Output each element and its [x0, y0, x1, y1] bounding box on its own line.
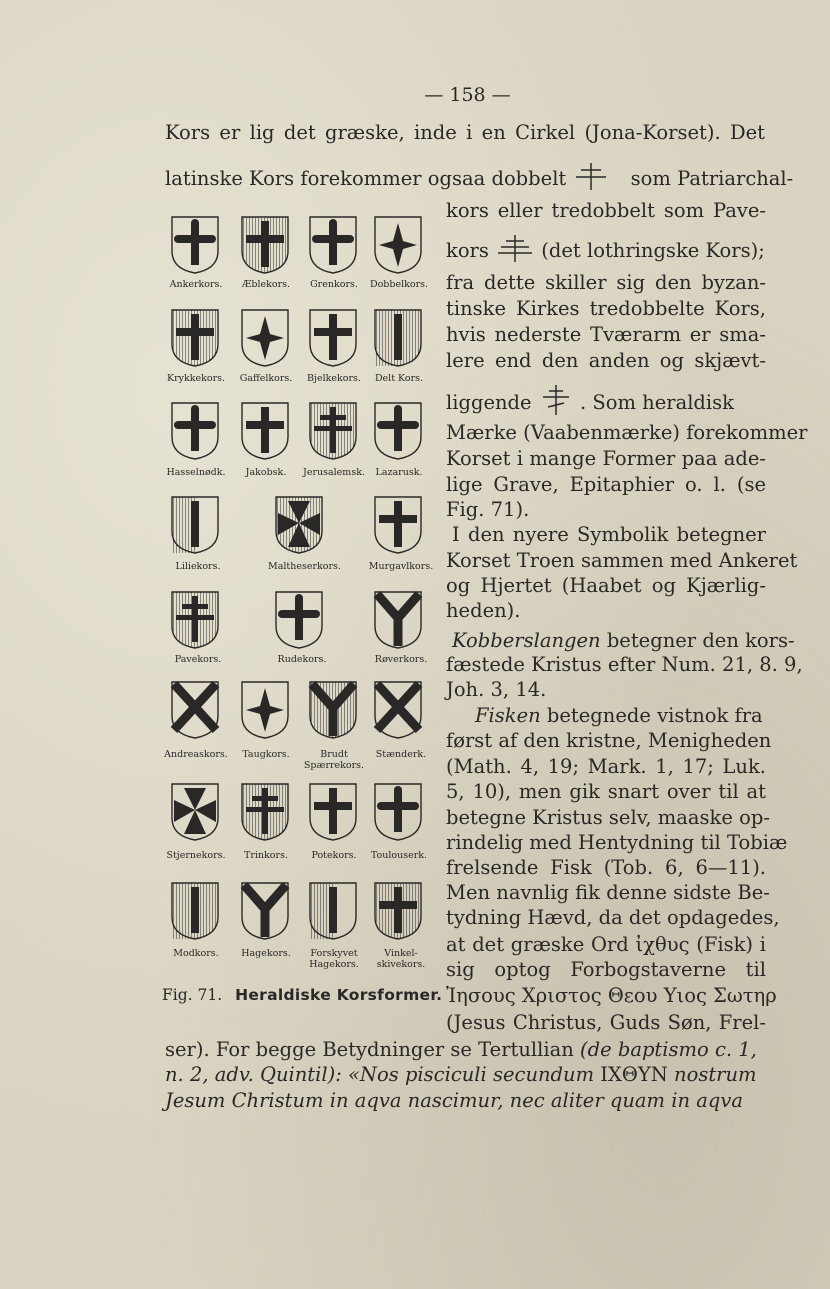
text-line: (Math. 4, 19; Mark. 1, 17; Luk.: [446, 755, 766, 778]
text-span: ser). For begge Betydninger se Tertullian: [165, 1038, 581, 1061]
heraldic-shield-icon: [373, 590, 423, 650]
shield-label: Hagekors.: [309, 959, 359, 970]
text-line: og Hjertet (Haabet og Kjærlig-: [446, 574, 766, 597]
heraldic-shield-icon: [170, 881, 220, 941]
shield-label: Maltheserkors.: [268, 561, 341, 572]
heraldic-shield-icon: [274, 495, 324, 555]
shield-label: Hasselnødk.: [166, 467, 226, 478]
shield-label: Æblekors.: [241, 279, 291, 290]
heraldic-shield-icon: [373, 782, 423, 842]
heraldic-shield-icon: [308, 308, 358, 368]
text-span: som Patriarchal-: [630, 167, 794, 190]
text-line: [446, 233, 766, 270]
shield-label: Gaffelkors.: [239, 373, 293, 384]
figure-title: Heraldiske Korsformer.: [235, 986, 443, 1004]
shield-label: Stjernekors.: [166, 850, 226, 861]
shield-label: Trinkors.: [244, 850, 288, 861]
text-line: Kors er lig det græske, inde i en Cirkel (Jona-Korset). Det: [165, 121, 765, 144]
text-line: 5, 10), men gik snart over til at: [446, 780, 766, 803]
heraldic-shield-icon: [240, 680, 290, 740]
shield-label: Dobbelkors.: [369, 279, 429, 290]
shield-label: skivekors.: [376, 959, 426, 970]
text-span: liggende: [446, 391, 532, 414]
heraldic-shield-icon: [240, 782, 290, 842]
text-line: Korset Troen sammen med Ankeret: [446, 549, 798, 572]
shield-label: Vinkel-: [384, 948, 418, 959]
heraldic-crosses-figure: [160, 205, 435, 975]
heraldic-shield-icon: [170, 590, 220, 650]
shield-label: Jerusalemsk.: [303, 467, 365, 478]
page-number: — 158 —: [424, 84, 511, 106]
text-line: først af den kristne, Menigheden: [446, 729, 772, 752]
shield-label: Grenkors.: [310, 279, 358, 290]
text-line: Men navnlig fik denne sidste Be-: [446, 881, 770, 904]
text-line: tinske Kirkes tredobbelte Kors,: [446, 297, 766, 320]
text-line: Mærke (Vaabenmærke) forekommer: [446, 421, 808, 444]
heraldic-shield-icon: [308, 401, 358, 461]
text-span: kors: [446, 239, 489, 262]
text-span: nostrum: [674, 1063, 757, 1086]
text-span: latinske Kors forekommer ogsaa dobbelt: [165, 167, 567, 190]
text-span: (de baptismo c. 1,: [580, 1038, 757, 1061]
text-line: sig optog Forbogstaverne til: [446, 958, 766, 981]
heraldic-shield-icon: [308, 215, 358, 275]
heraldic-shield-icon: [240, 308, 290, 368]
heraldic-shield-icon: [240, 881, 290, 941]
text-line: frelsende Fisk (Tob. 6, 6—11).: [446, 856, 766, 879]
text-span: Kobberslangen: [452, 629, 601, 652]
shield-label: Bjelkekors.: [307, 373, 361, 384]
text-line: Ἰησους Χριστος Θεου Υιος Σωτηρ: [446, 984, 777, 1007]
shield-label: Andreaskors.: [164, 749, 228, 760]
text-line: at det græske Ord ἰχθυς (Fisk) i: [446, 933, 766, 956]
text-span: n. 2, adv. Quintil):: [165, 1063, 348, 1086]
shield-label: Krykkekors.: [166, 373, 226, 384]
text-line: (Jesus Christus, Guds Søn, Frel-: [446, 1011, 766, 1034]
text-line: [475, 703, 766, 729]
text-line: [165, 1037, 757, 1063]
text-span: ΙΧΘΥΝ: [600, 1063, 675, 1086]
shield-label: Rudekors.: [277, 654, 327, 665]
shield-label: Ankerkors.: [169, 279, 223, 290]
heraldic-shield-icon: [170, 782, 220, 842]
heraldic-shield-icon: [308, 680, 358, 740]
heraldic-shield-icon: [373, 401, 423, 461]
text-line: [165, 161, 794, 198]
text-line: rindelig med Hentydning til Tobiæ: [446, 831, 788, 854]
shield-label: Røverkors.: [374, 654, 428, 665]
text-line: lige Grave, Epitaphier o. l. (se: [446, 473, 766, 496]
shield-label: Liliekors.: [175, 561, 221, 572]
figure-number: Fig. 71.: [162, 986, 223, 1004]
heraldic-shield-icon: [308, 881, 358, 941]
shield-label: Jakobsk.: [245, 467, 287, 478]
heraldic-shield-icon: [373, 308, 423, 368]
text-line: betegne Kristus selv, maaske op-: [446, 806, 770, 829]
heraldic-shield-icon: [308, 782, 358, 842]
patriarchal-cross-icon: [572, 161, 610, 198]
text-line: Joh. 3, 14.: [446, 678, 547, 701]
heraldic-shield-icon: [240, 401, 290, 461]
heraldic-shield-icon: [170, 215, 220, 275]
text-line: Jesum Christum in aqva nascimur, nec aliter quam in aqva: [165, 1089, 743, 1112]
text-line: fra dette skiller sig den byzan-: [446, 271, 766, 294]
text-line: lere end den anden og skjævt-: [446, 349, 766, 372]
text-line: I den nyere Symbolik betegner: [452, 523, 766, 546]
text-line: tydning Hævd, da det opdagedes,: [446, 906, 780, 929]
text-line: hvis nederste Tværarm er sma-: [446, 323, 766, 346]
text-line: Fig. 71).: [446, 498, 530, 521]
text-line: fæstede Kristus efter Num. 21, 8. 9,: [446, 653, 803, 676]
heraldic-shield-icon: [373, 215, 423, 275]
text-line: [165, 1062, 757, 1088]
shield-label: Stænderk.: [375, 749, 427, 760]
heraldic-shield-icon: [373, 680, 423, 740]
shield-label: Toulouserk.: [370, 850, 428, 861]
text-span: Fisken: [475, 704, 541, 727]
shield-label: Hagekors.: [241, 948, 291, 959]
shield-label: Brudt: [320, 749, 348, 760]
shield-label: Lazarusk.: [375, 467, 423, 478]
shield-label: Modkors.: [173, 948, 219, 959]
shield-label: Murgavlkors.: [368, 561, 434, 572]
heraldic-shield-icon: [373, 881, 423, 941]
text-span: betegner den kors-: [600, 629, 795, 652]
heraldic-shield-icon: [170, 680, 220, 740]
heraldic-shield-icon: [170, 401, 220, 461]
text-span: betegnede vistnok fra: [540, 704, 763, 727]
shield-label: Delt Kors.: [374, 373, 424, 384]
byzantine-cross-icon: [538, 384, 574, 423]
text-line: heden).: [446, 599, 521, 622]
text-line: Korset i mange Former paa ade-: [446, 447, 766, 470]
heraldic-shield-icon: [170, 308, 220, 368]
heraldic-shield-icon: [373, 495, 423, 555]
text-line: [446, 384, 766, 423]
text-span: . Som heraldisk: [579, 391, 734, 414]
shield-label: Taugkors.: [242, 749, 290, 760]
heraldic-shield-icon: [240, 215, 290, 275]
shield-label: Potekors.: [311, 850, 357, 861]
shield-label: Pavekors.: [174, 654, 222, 665]
heraldic-shield-icon: [274, 590, 324, 650]
text-line: [452, 628, 795, 654]
shield-label: Forskyvet: [310, 948, 358, 959]
text-span: (det lothringske Kors);: [541, 239, 765, 262]
lorraine-cross-icon: [495, 233, 535, 270]
text-span: «Nos pisciculi secundum: [348, 1063, 601, 1086]
heraldic-shield-icon: [170, 495, 220, 555]
text-line: kors eller tredobbelt som Pave-: [446, 199, 766, 222]
figure-caption: [162, 986, 442, 1004]
shield-label: Spærrekors.: [303, 760, 365, 771]
